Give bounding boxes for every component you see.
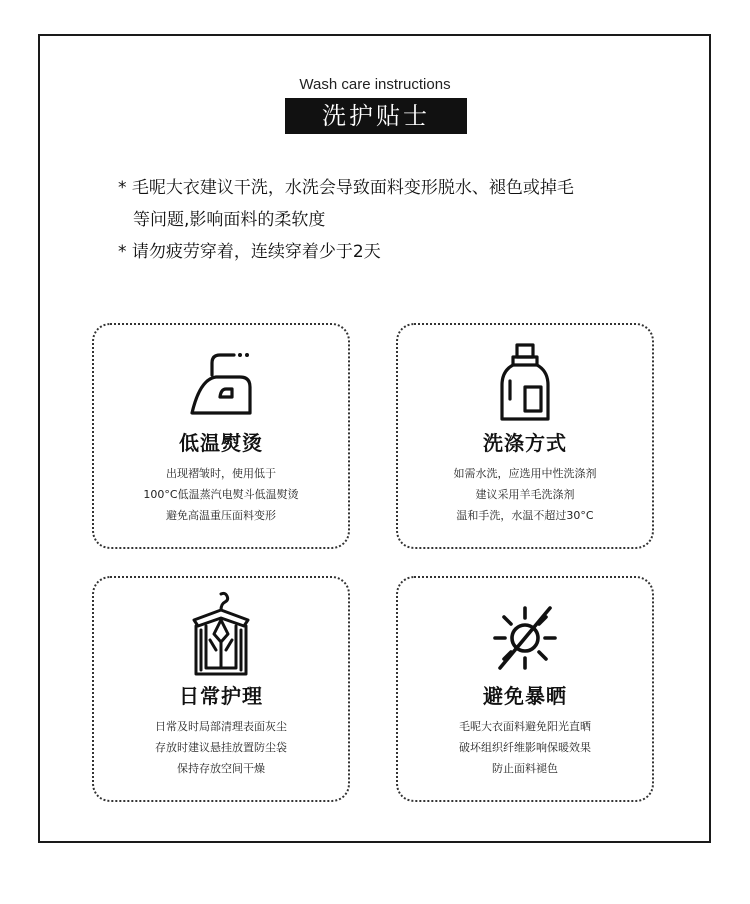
garment-hanger-icon xyxy=(176,590,266,678)
card-desc-line: 日常及时局部清理表面灰尘 xyxy=(155,720,287,733)
iron-icon xyxy=(176,337,266,425)
card-desc-line: 温和手洗，水温不超过30°C xyxy=(456,509,594,522)
detergent-bottle-icon xyxy=(480,337,570,425)
card-desc-line: 建议采用羊毛洗涤剂 xyxy=(475,488,575,501)
page-title: 洗护贴士 xyxy=(285,98,467,134)
card-desc-line: 保持存放空间干燥 xyxy=(177,762,265,775)
care-notes xyxy=(118,172,678,268)
card-desc-line: 毛呢大衣面料避免阳光直晒 xyxy=(459,720,591,733)
note-wear-frequency: * 请勿疲劳穿着，连续穿着少于2天 xyxy=(118,242,381,262)
card-avoid-sun xyxy=(396,576,654,802)
card-desc-line: 防止面料褪色 xyxy=(492,762,558,775)
card-description xyxy=(94,463,348,526)
card-title: 避免暴晒 xyxy=(483,684,567,708)
card-desc-line: 避免高温重压面料变形 xyxy=(166,509,276,522)
card-title: 日常护理 xyxy=(179,684,263,708)
card-desc-line: 破坏组织纤维影响保暖效果 xyxy=(459,741,591,754)
card-description xyxy=(398,463,652,526)
card-title: 洗涤方式 xyxy=(483,431,567,455)
card-low-temp-ironing xyxy=(92,323,350,549)
card-desc-line: 存放时建议悬挂放置防尘袋 xyxy=(155,741,287,754)
no-sun-icon xyxy=(480,590,570,678)
card-desc-line: 100°C低温蒸汽电熨斗低温熨烫 xyxy=(143,488,299,501)
card-description xyxy=(94,716,348,779)
note-line-continued: 等问题,影响面料的柔软度 xyxy=(133,210,326,230)
note-line: * 毛呢大衣建议干洗，水洗会导致面料变形脱水、褪色或掉毛 xyxy=(118,178,574,198)
card-desc-line: 出现褶皱时，使用低于 xyxy=(166,467,276,480)
card-desc-line: 如需水洗，应选用中性洗涤剂 xyxy=(453,467,597,480)
note-dry-clean xyxy=(118,172,678,236)
card-description xyxy=(398,716,652,779)
subtitle-english: Wash care instructions xyxy=(299,76,451,93)
card-title: 低温熨烫 xyxy=(179,431,263,455)
card-washing-method xyxy=(396,323,654,549)
card-daily-care xyxy=(92,576,350,802)
